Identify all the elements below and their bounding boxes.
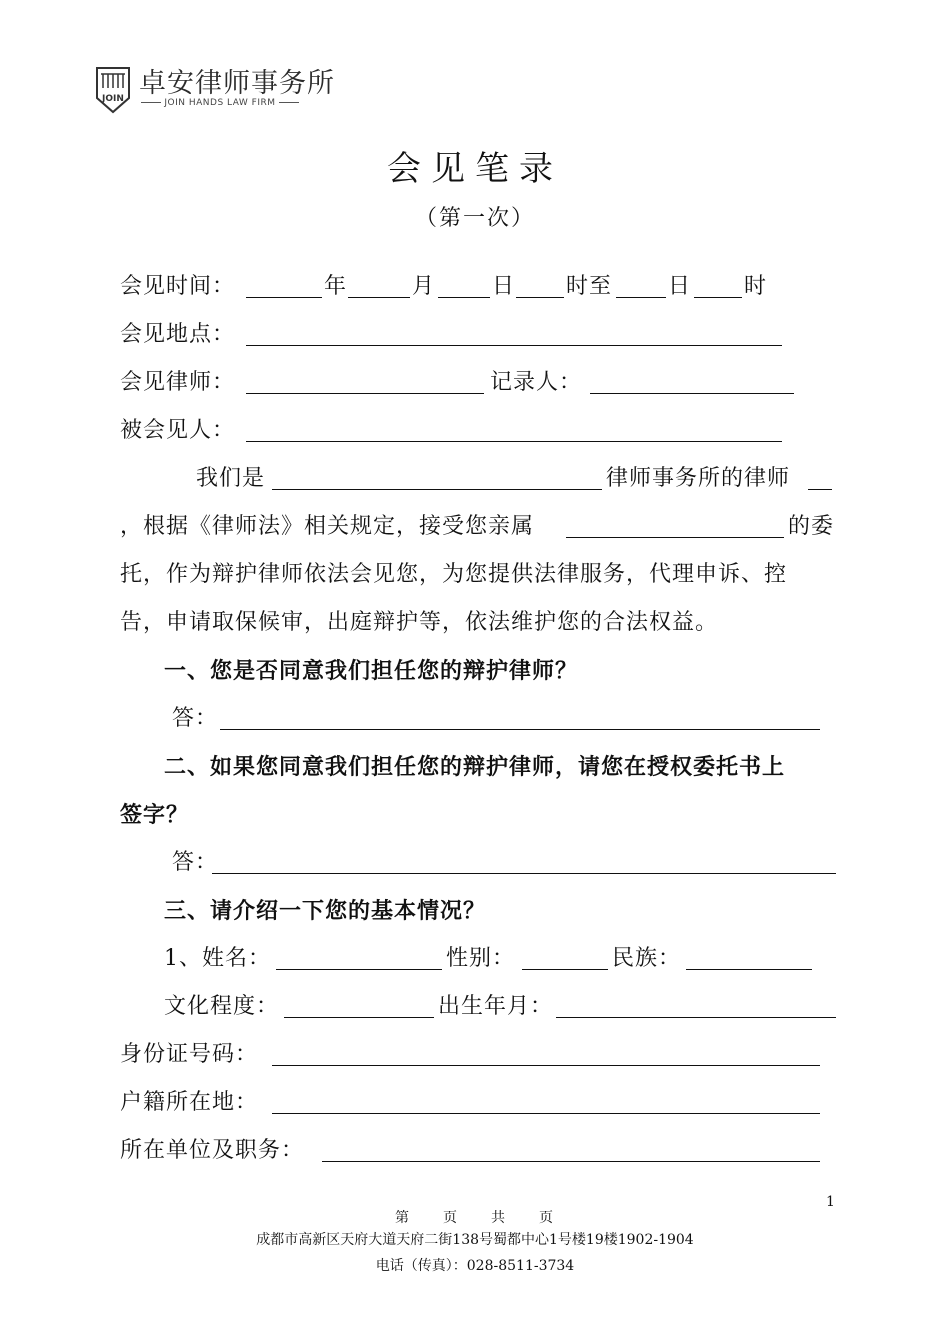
- meeting-hour2-blank: [694, 297, 742, 298]
- answer-1-label: 答：: [172, 706, 219, 731]
- meeting-year-unit: 年: [324, 274, 348, 299]
- question-1: 一、您是否同意我们担任您的辩护律师？: [164, 658, 579, 684]
- name-label: 1、姓名：: [164, 946, 271, 971]
- lawyer-blank: [246, 393, 484, 394]
- law-firm-blank: [272, 489, 602, 490]
- ethnicity-blank: [686, 969, 812, 970]
- footer-address: 成都市高新区天府大道天府二街138号蜀都中心1号楼19楼1902-1904: [256, 1232, 694, 1248]
- household-label: 户籍所在地：: [120, 1090, 259, 1115]
- gender-blank: [522, 969, 608, 970]
- relative-blank: [566, 537, 784, 538]
- answer-1-blank: [220, 729, 820, 730]
- intro-line3: 托，作为辩护律师依法会见您，为您提供法律服务，代理申诉、控: [120, 562, 788, 587]
- meeting-year-blank: [246, 297, 322, 298]
- household-blank: [272, 1113, 820, 1114]
- education-label: 文化程度：: [164, 994, 280, 1019]
- employer-label: 所在单位及职务：: [120, 1138, 305, 1163]
- firm-name-english-text: JOIN HANDS LAW FIRM: [164, 98, 276, 108]
- recorder-label: 记录人：: [490, 370, 583, 395]
- question-2-line2: 签字？: [120, 802, 190, 828]
- id-number-label: 身份证号码：: [120, 1042, 259, 1067]
- question-2-line1: 二、如果您同意我们担任您的辩护律师，请您在授权委托书上: [164, 754, 786, 780]
- page-number: 1: [826, 1194, 835, 1210]
- document-title: 会见笔录: [387, 149, 563, 189]
- ethnicity-label: 民族：: [612, 946, 682, 971]
- meeting-day-blank: [438, 297, 490, 298]
- meeting-hour-blank: [516, 297, 564, 298]
- firm-name: 卓安律师事务所: [139, 68, 335, 99]
- meeting-place-label: 会见地点：: [120, 322, 236, 347]
- document-subtitle: （第一次）: [414, 206, 535, 231]
- question-3: 三、请介绍一下您的基本情况？: [164, 898, 487, 924]
- name-blank: [276, 969, 442, 970]
- lawyer-name-blank: [808, 489, 832, 490]
- intro-line2-end: 的委: [788, 514, 835, 539]
- intro-line4: 告，申请取保候审，出庭辩护等，依法维护您的合法权益。: [120, 610, 719, 635]
- meeting-hour2-unit: 时: [744, 274, 768, 299]
- meeting-hour-to: 时至: [566, 274, 613, 299]
- employer-blank: [322, 1161, 820, 1162]
- meeting-day-unit: 日: [492, 274, 516, 299]
- id-number-blank: [272, 1065, 820, 1066]
- footer-phone: 电话（传真）：028-8511-3734: [375, 1258, 575, 1274]
- birth-blank: [556, 1017, 836, 1018]
- meeting-day2-blank: [616, 297, 666, 298]
- intro-firm-lawyer: 律师事务所的律师: [606, 466, 791, 491]
- firm-logo: [95, 66, 131, 114]
- meeting-month-unit: 月: [412, 274, 436, 299]
- firm-name-english: [141, 97, 299, 109]
- gender-label: 性别：: [446, 946, 516, 971]
- meeting-day2-unit: 日: [668, 274, 692, 299]
- answer-2-label: 答：: [172, 850, 219, 875]
- lawyer-label: 会见律师：: [120, 370, 236, 395]
- education-blank: [284, 1017, 434, 1018]
- interviewee-label: 被会见人：: [120, 418, 236, 443]
- meeting-time-label: 会见时间：: [120, 274, 236, 299]
- logo-mark-text: JOIN: [102, 94, 124, 104]
- footer-page-label: 第 页 共 页: [395, 1210, 555, 1226]
- birth-label: 出生年月：: [438, 994, 554, 1019]
- interviewee-blank: [246, 441, 782, 442]
- recorder-blank: [590, 393, 794, 394]
- intro-we-are: 我们是: [196, 466, 266, 491]
- answer-2-blank: [212, 873, 836, 874]
- meeting-month-blank: [348, 297, 410, 298]
- meeting-place-blank: [246, 345, 782, 346]
- intro-line2: ，根据《律师法》相关规定，接受您亲属: [120, 514, 535, 539]
